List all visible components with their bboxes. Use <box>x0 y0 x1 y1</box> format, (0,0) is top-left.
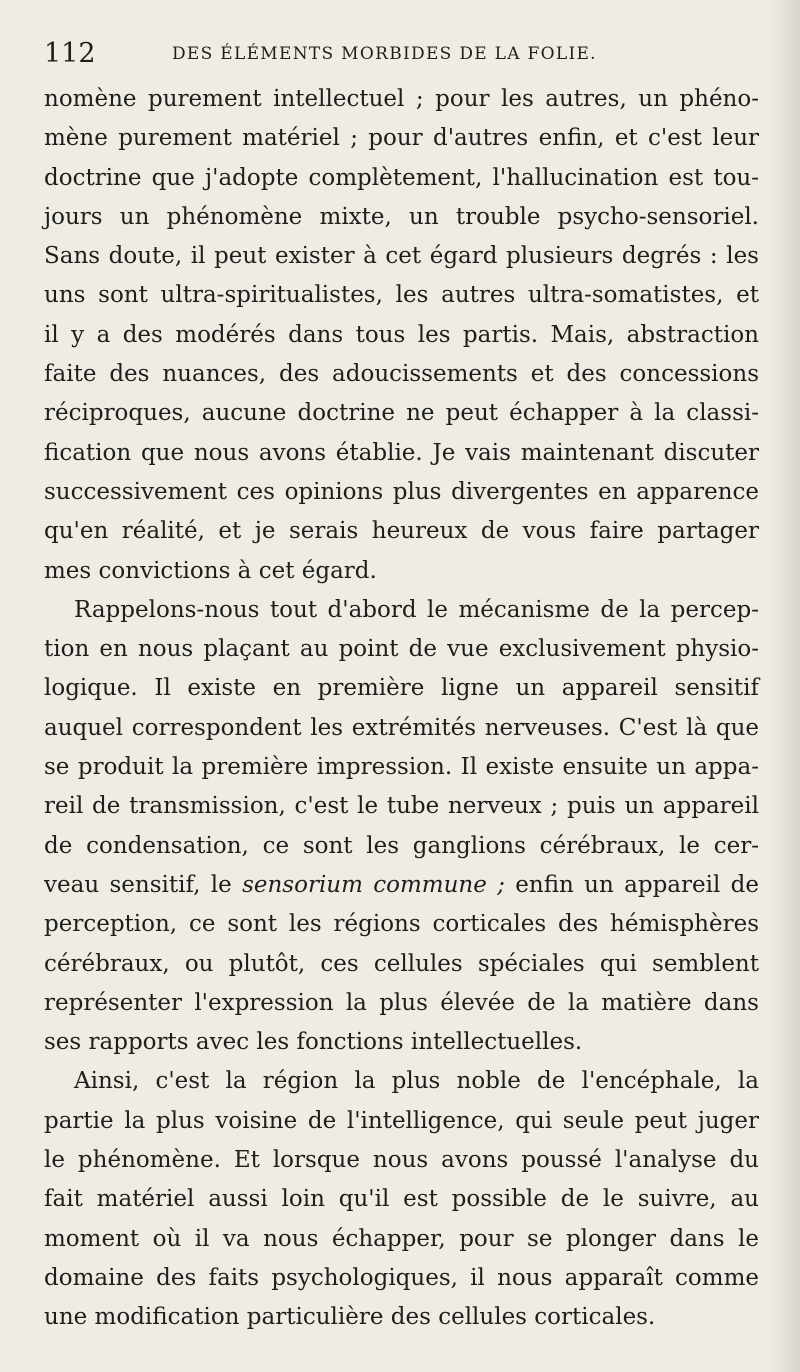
text-line: doctrine que j'adopte complètement, l'hallucination est tou- <box>44 164 759 191</box>
text-line: ses rapports avec les fonctions intellectuelles. <box>44 1029 583 1056</box>
text-line: perception, ce sont les régions corticales des hémisphères <box>44 911 759 938</box>
text-line: logique. Il existe en première ligne un appareil sensitif <box>44 675 759 702</box>
italic-term: sensorium commune ; <box>242 871 505 898</box>
text-line: reil de transmission, c'est le tube nerveux ; puis un appareil <box>44 793 759 820</box>
text-line: jours un phénomène mixte, un trouble psycho-sensoriel. <box>44 203 759 230</box>
text-line: faite des nuances, des adoucissements et des concessions <box>44 361 759 388</box>
text-line: Sans doute, il peut exister à cet égard plusieurs degrés : les <box>44 243 759 270</box>
text-line: moment où il va nous échapper, pour se plonger dans le <box>44 1225 759 1252</box>
text-line: fait matériel aussi loin qu'il est possible de le suivre, au <box>44 1186 759 1213</box>
text-line: le phénomène. Et lorsque nous avons poussé l'analyse du <box>44 1147 759 1174</box>
text-line: de condensation, ce sont les ganglions cérébraux, le cer- <box>44 832 759 859</box>
page-number: 112 <box>44 38 96 69</box>
text-line: partie la plus voisine de l'intelligence, qui seule peut juger <box>44 1107 759 1134</box>
text-line: une modification particulière des cellules corticales. <box>44 1304 656 1331</box>
text-line: nomène purement intellectuel ; pour les autres, un phéno- <box>44 86 759 112</box>
page-header <box>44 36 756 72</box>
text-line: réciproques, aucune doctrine ne peut échapper à la classi- <box>44 400 759 427</box>
body-text <box>44 80 759 1338</box>
text-line: mène purement matériel ; pour d'autres enfin, et c'est leur <box>44 125 759 152</box>
running-head: DES ÉLÉMENTS MORBIDES DE LA FOLIE. <box>172 44 597 64</box>
text-line: il y a des modérés dans tous les partis. Mais, abstraction <box>44 321 759 348</box>
text-run: enfin un appareil de <box>504 871 759 898</box>
text-line: représenter l'expression la plus élevée de la matière dans <box>44 989 759 1016</box>
text-line: successivement ces opinions plus divergentes en apparence <box>44 478 759 505</box>
text-line: mes convictions à cet égard. <box>44 557 377 584</box>
text-run: veau sensitif, le <box>44 871 243 898</box>
text-line-with-italic <box>44 866 759 905</box>
text-line: qu'en réalité, et je serais heureux de vous faire partager <box>44 518 759 545</box>
text-line: domaine des faits psychologiques, il nous apparaît comme <box>44 1264 759 1291</box>
text-line: fication que nous avons établie. Je vais maintenant discuter <box>44 439 759 466</box>
text-line: Rappelons-nous tout d'abord le mécanisme de la percep- <box>74 596 759 623</box>
text-line: cérébraux, ou plutôt, ces cellules spéciales qui semblent <box>44 950 759 977</box>
text-line: se produit la première impression. Il existe ensuite un appa- <box>44 754 759 781</box>
text-line: auquel correspondent les extrémités nerveuses. C'est là que <box>44 714 759 741</box>
text-line: uns sont ultra-spiritualistes, les autres ultra-somatistes, et <box>44 282 759 309</box>
text-line: Ainsi, c'est la région la plus noble de l'encéphale, la <box>74 1068 759 1095</box>
text-line: tion en nous plaçant au point de vue exclusivement physio- <box>44 636 759 663</box>
page-edge-shadow <box>770 0 800 1372</box>
